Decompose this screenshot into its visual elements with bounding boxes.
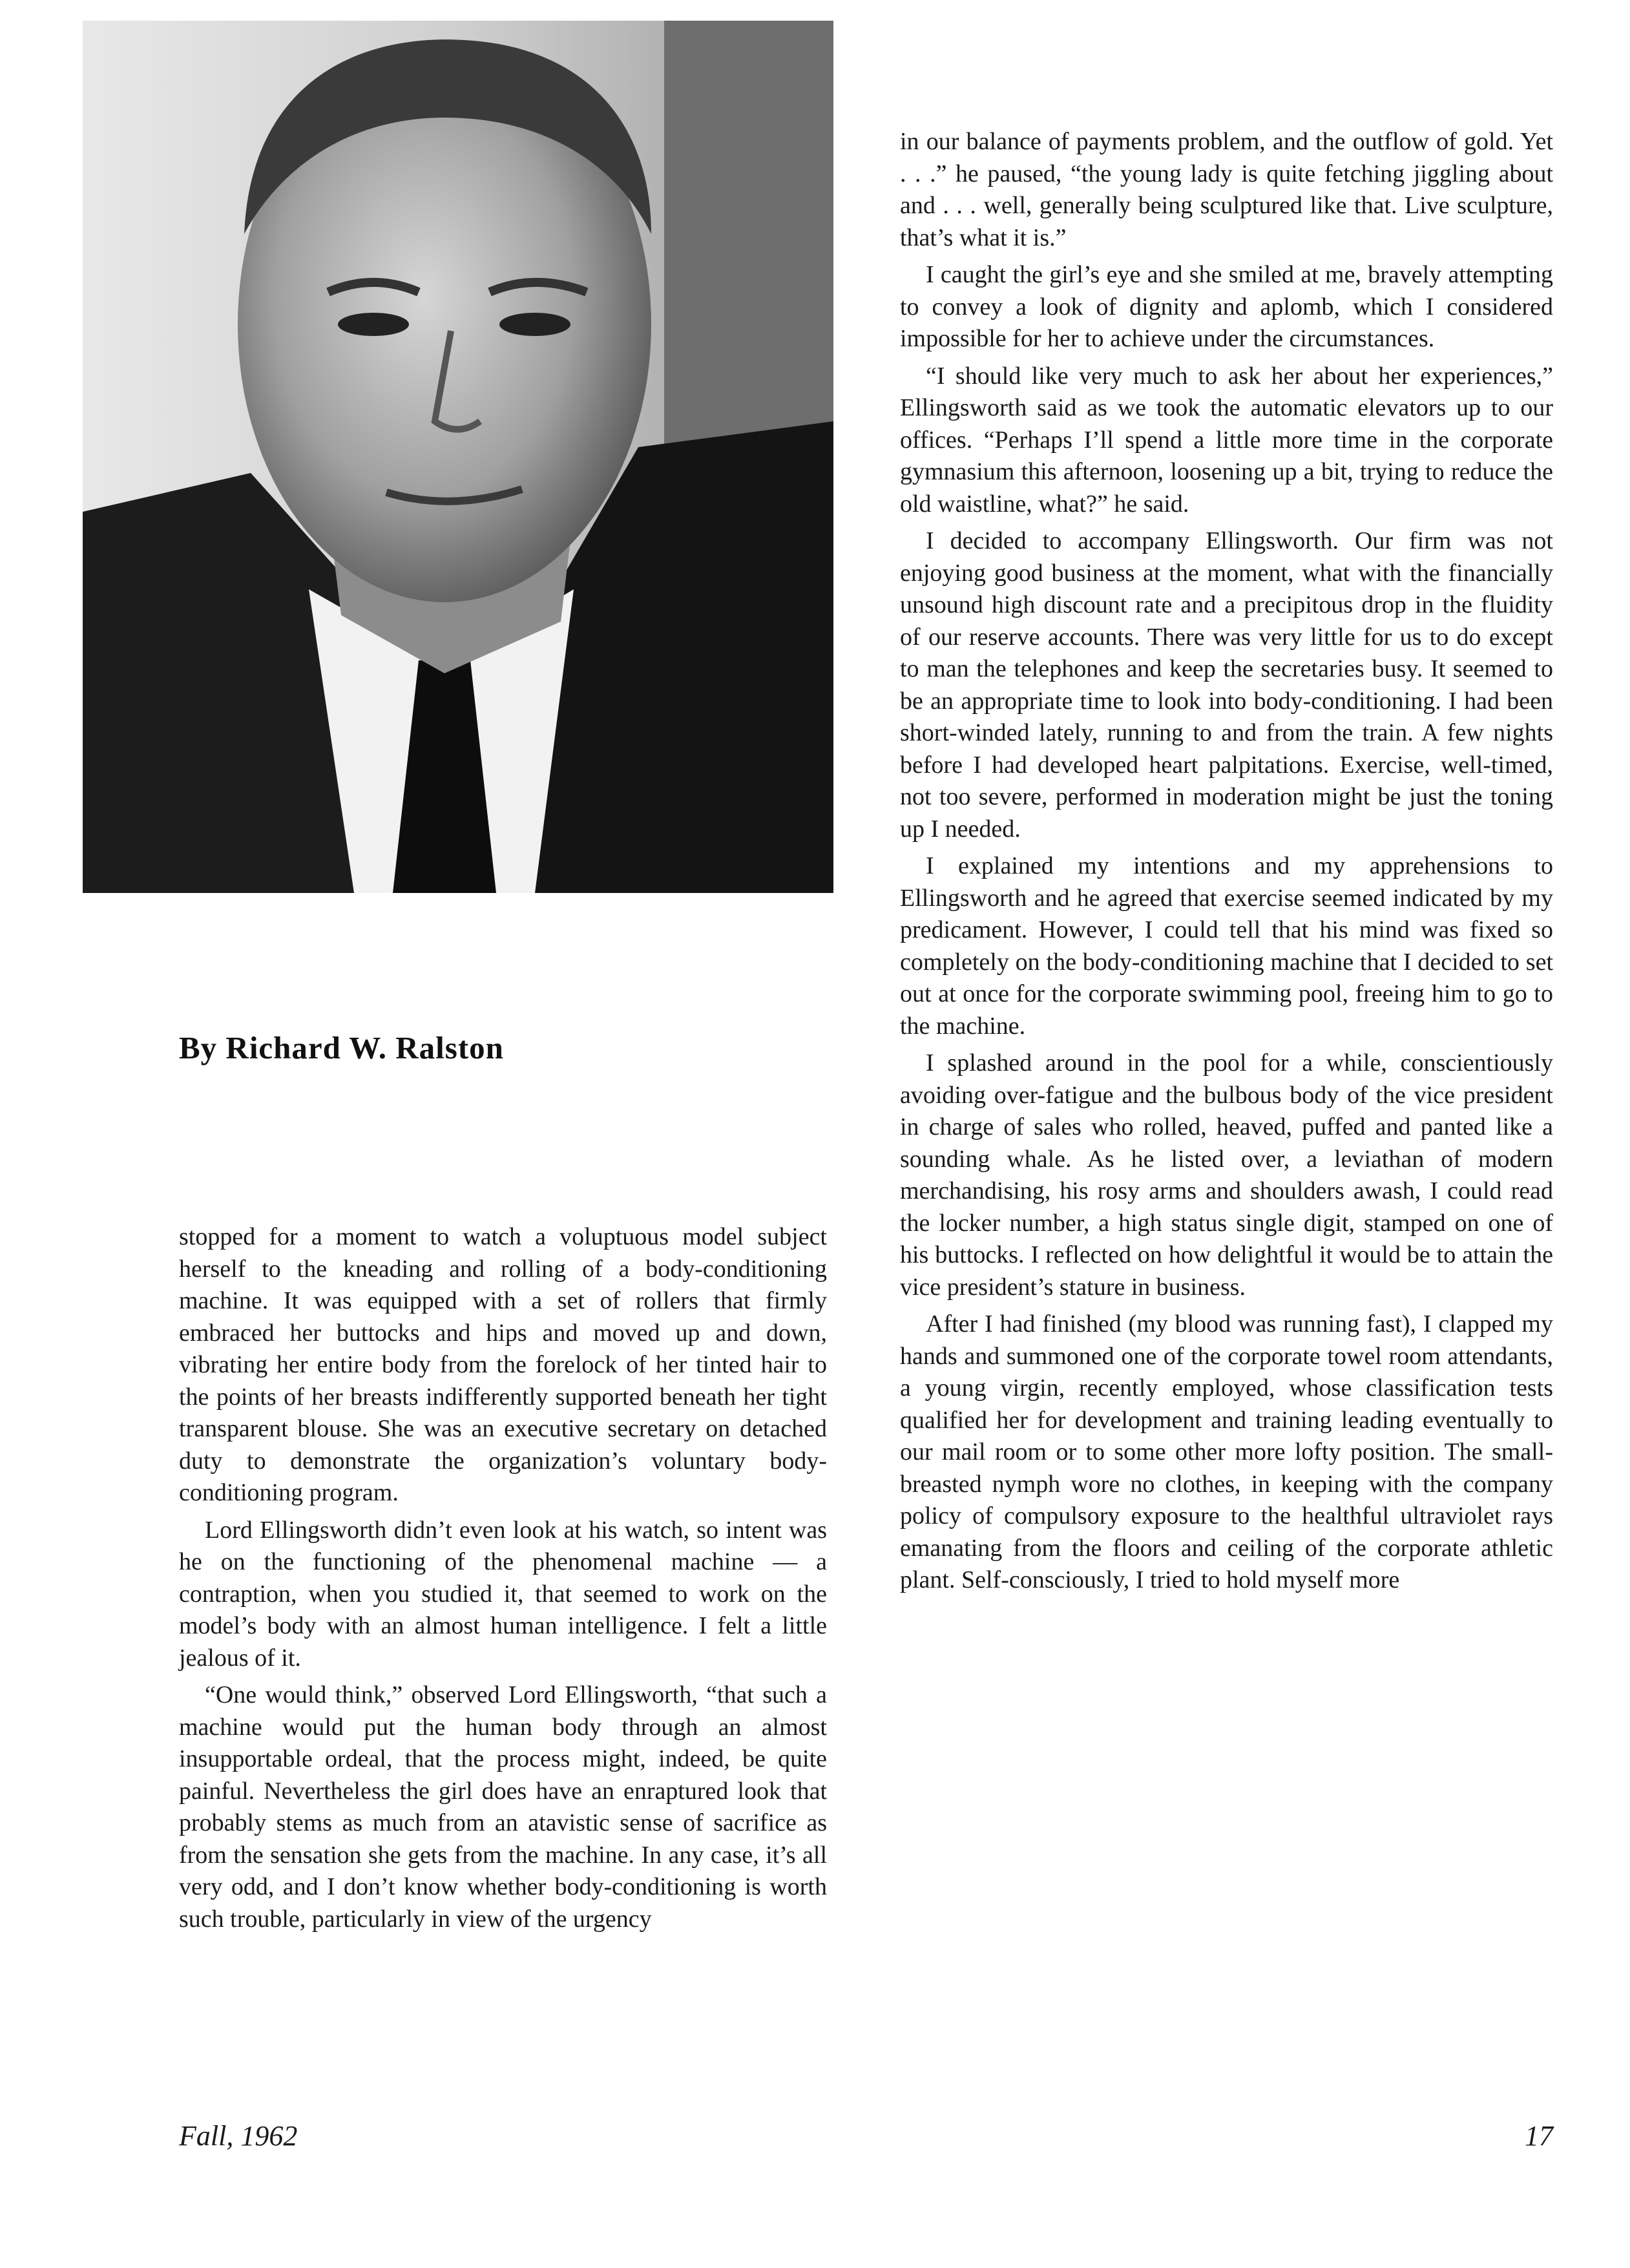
paragraph: “One would think,” observed Lord Ellingsworth, “that such a machine would put the human body through an almost insupportable ordeal, that the process might, indeed, be quite painful. Nevertheless the girl does have an enraptured look that probably stems as much from an atavistic sense of sacrifice as from the sensation she gets from the machine. In any case, it’s all very odd, and I don’t know whether body-conditioning is worth such trouble, particularly in view of the urgency [179,1681,827,1933]
paragraph: I caught the girl’s eye and she smiled at me, bravely attempting to convey a look of dignity and aplomb, which I considered impossible for her to achieve under the circumstances. [900,261,1553,352]
paragraph: I decided to accompany Ellingsworth. Our firm was not enjoying good business at the moment, what with the financially unsound high discount rate and a precipitous drop in the fluidity of our reserve accounts. There was very little for us to do except to man the telephones and keep the secretaries busy. It seemed to be an appropriate time to look into body-conditioning. I had been short-winded lately, running to and from the train. A few nights before I had developed heart palpitations. Exercise, well-timed, not too severe, performed in moderation might be just the toning up I needed. [900,527,1553,843]
issue-date: Fall, 1962 [179,2120,298,2152]
paragraph: “I should like very much to ask her about her experiences,” Ellingsworth said as we took the automatic elevators up to our offices. “Perhaps I’ll spend a little more time in the corporate gymnasium this afternoon, loosening up a bit, trying to reduce the old waistline, what?” he said. [900,362,1553,518]
paragraph: After I had finished (my blood was running fast), I clapped my hands and summoned one of the corporate towel room attendants, a young virgin, recently employed, whose classification tests qualified her for development and training leading eventually to our mail room or to some other more lofty position. The small-breasted nymph wore no clothes, in keeping with the company policy of compulsory exposure to the healthful ultraviolet rays emanating from the floors and ceiling of the corporate athletic plant. Self-consciously, I tried to hold myself more [900,1310,1553,1593]
author-byline: By Richard W. Ralston [179,1030,504,1066]
author-portrait-photo [83,21,833,893]
article-right-column [900,126,1553,1602]
paragraph: in our balance of payments problem, and the outflow of gold. Yet . . .” he paused, “the young lady is quite fetching jiggling about and . . . well, generally being sculptured like that. Live sculpture, that’s what it is.” [900,128,1553,251]
page-number: 17 [1525,2120,1553,2152]
paragraph: I splashed around in the pool for a while, conscientiously avoiding over-fatigue and the bulbous body of the vice president in charge of sales who rolled, heaved, puffed and panted like a sounding whale. As he listed over, a leviathan of modern merchandising, his rosy arms and shoulders awash, I could read the locker number, a high status single digit, stamped on one of his buttocks. I reflected on how delightful it would be to attain the vice president’s stature in business. [900,1049,1553,1301]
paragraph: Lord Ellingsworth didn’t even look at his watch, so intent was he on the functioning of the phenomenal machine — a contraption, when you studied it, that seemed to work on the model’s body with an almost human intelligence. I felt a little jealous of it. [179,1516,827,1672]
paragraph: stopped for a moment to watch a voluptuous model subject herself to the kneading and rolling of a body-conditioning machine. It was equipped with a set of rollers that firmly embraced her buttocks and hips and moved up and down, vibrating her entire body from the forelock of her tinted hair to the points of her breasts indifferently supported beneath her tight transparent blouse. She was an executive secretary on detached duty to demonstrate the organization’s voluntary body-conditioning program. [179,1223,827,1506]
portrait-illustration [83,21,833,893]
article-left-column [179,1221,827,1940]
paragraph: I explained my intentions and my apprehensions to Ellingsworth and he agreed that exercise seemed indicated by my predicament. However, I could tell that his mind was fixed so completely on the body-conditioning machine that I decided to set out at once for the corporate swimming pool, freeing him to go to the machine. [900,852,1553,1040]
